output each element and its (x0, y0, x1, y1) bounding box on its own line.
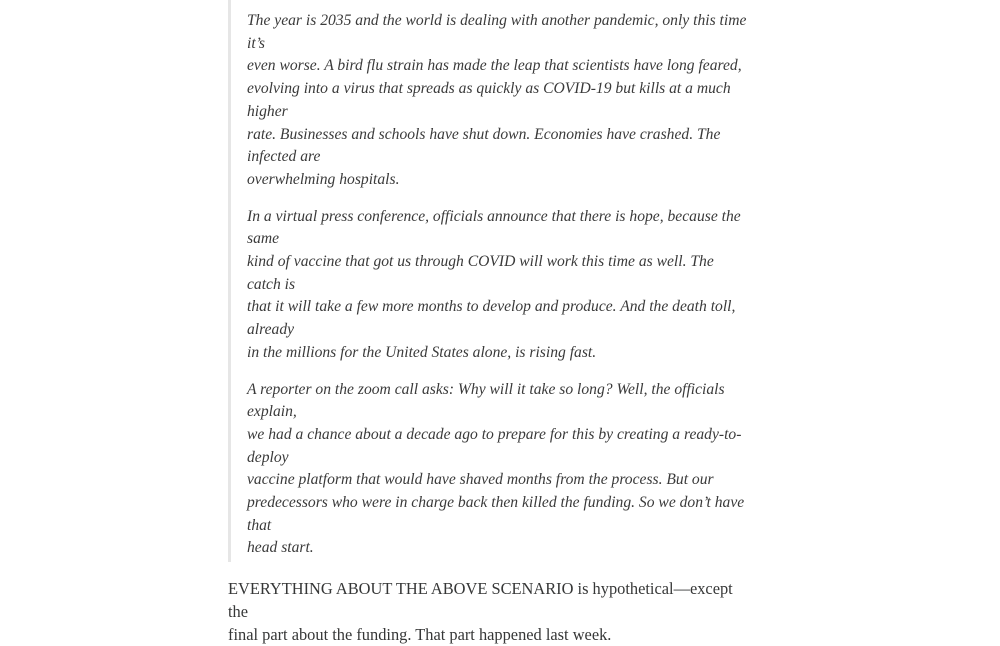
blockquote-paragraph: A reporter on the zoom call asks: Why will it take so long? Well, the officials explain, we had a chance about a decade ago to prepare for this by creating a ready-to-deploy vaccine platform that would have shaved months from the process. But our predecessors who were in charge back then killed the funding. So we don’t have that head start. (247, 380, 745, 557)
blockquote (228, 0, 747, 562)
blockquote-paragraph: The year is 2035 and the world is dealing with another pandemic, only this time it’s even worse. A bird flu strain has made the leap that scientists have long feared, evolving into a virus that spreads as quickly as COVID-19 but kills at a much higher rate. Businesses and schools have shut down. Economies have crashed. The infected are overwhelming hospitals. (247, 12, 747, 188)
body-paragraph: EVERYTHING ABOUT THE ABOVE SCENARIO is hypothetical—except the final part about the funding. That part happened last week. (228, 579, 733, 644)
article-body (228, 0, 758, 646)
blockquote-paragraph: In a virtual press conference, officials announce that there is hope, because the same kind of vaccine that got us through COVID will work this time as well. The catch is that it will take a few more months to develop and produce. And the death toll, already in the millions for the United States alone, is rising fast. (247, 207, 741, 361)
